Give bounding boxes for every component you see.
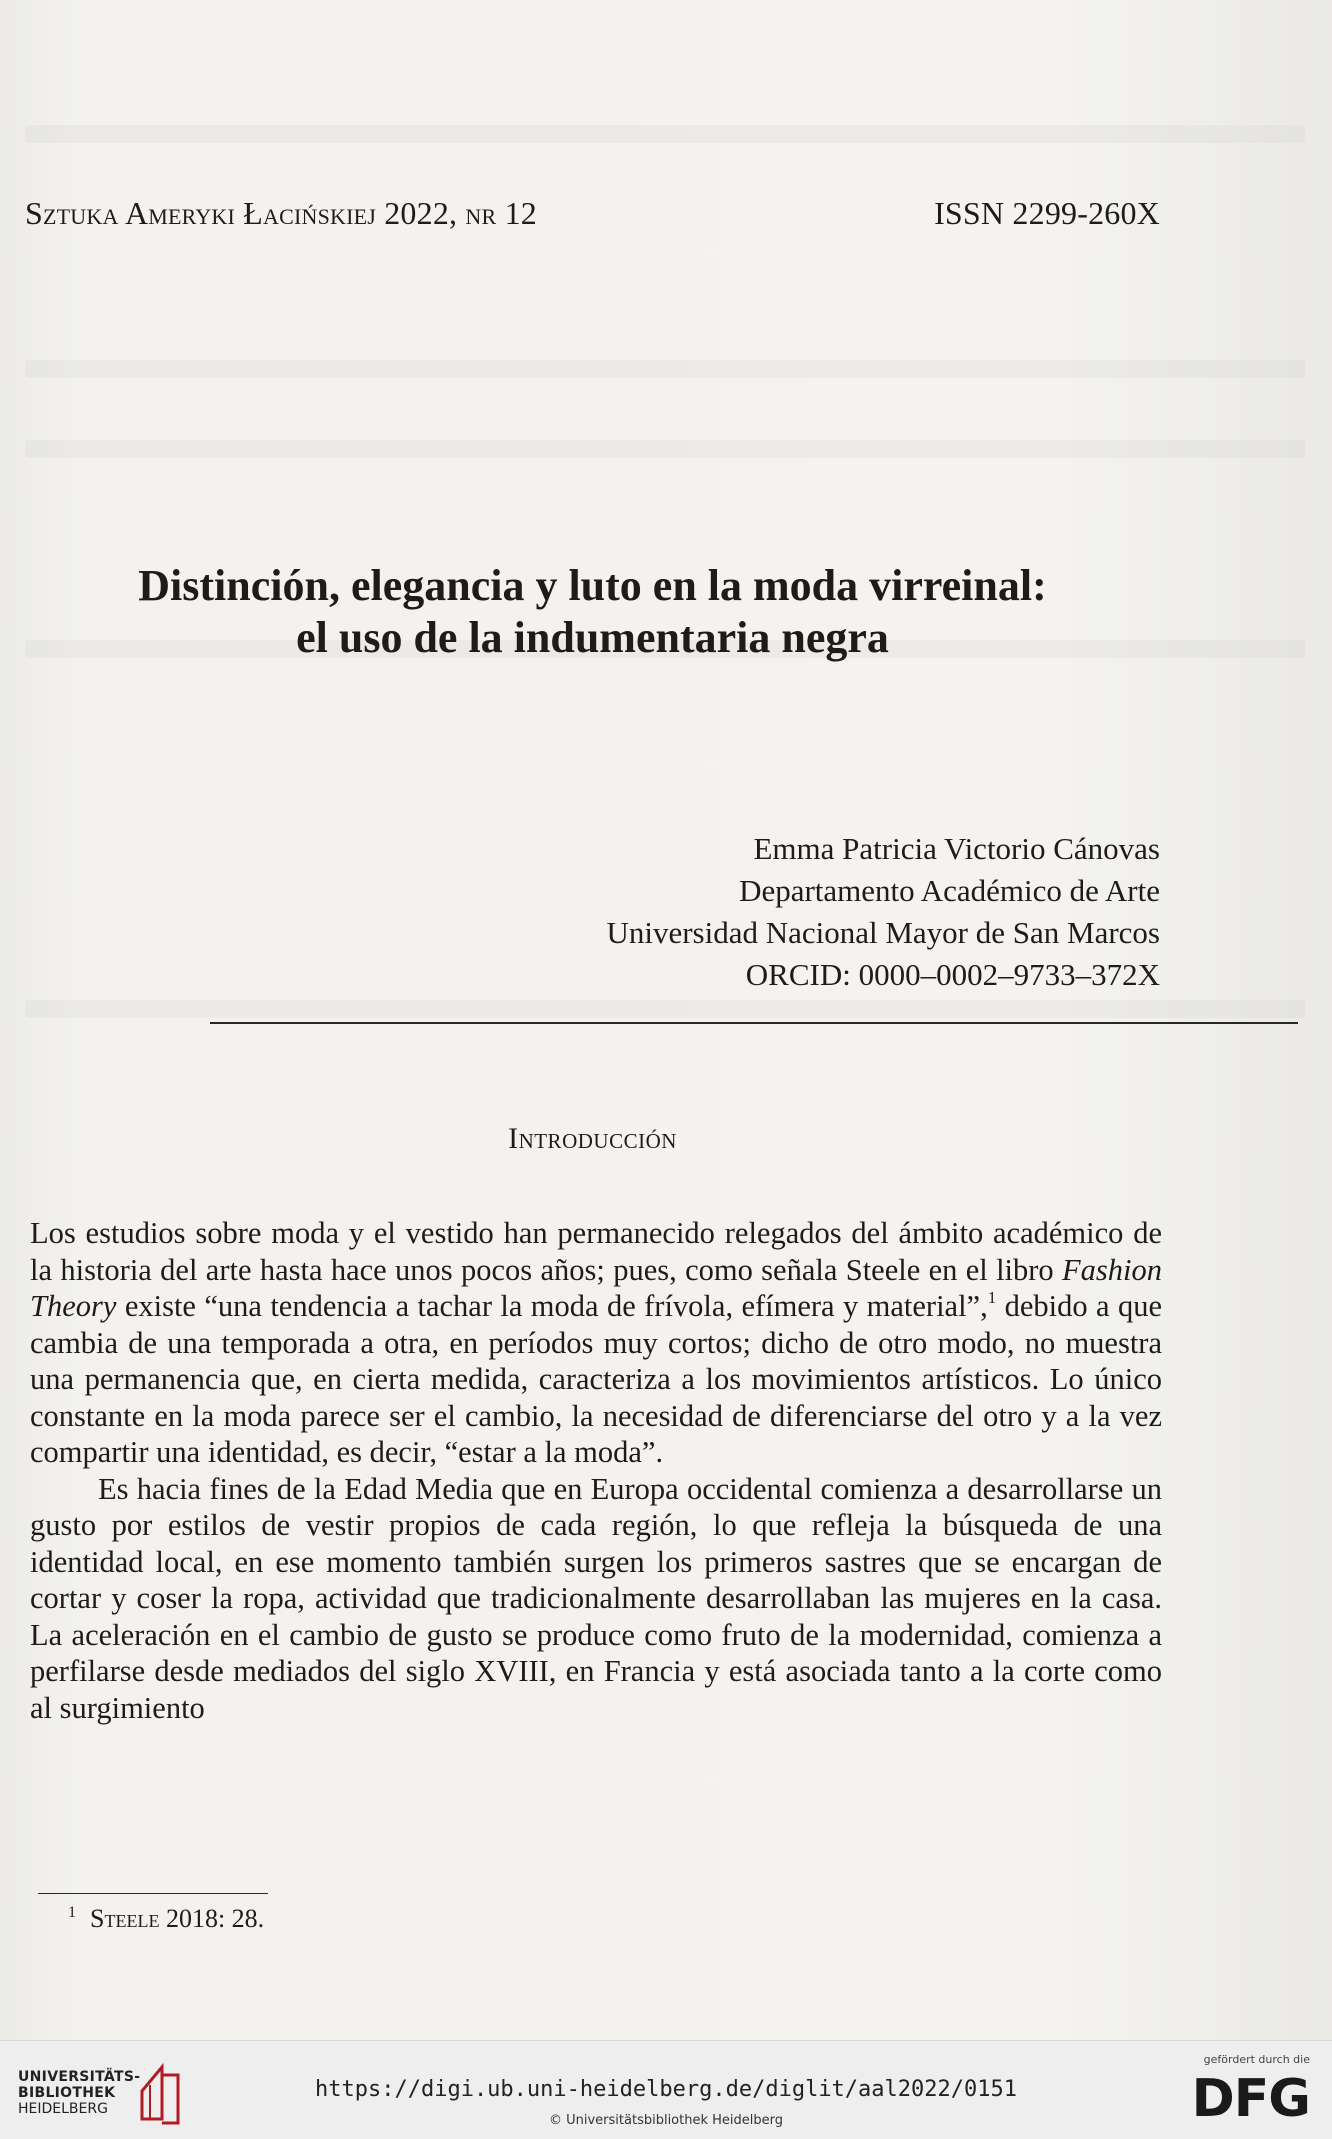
library-logo[interactable]: UNIVERSITÄTS- BIBLIOTHEK HEIDELBERG xyxy=(18,2069,141,2117)
title-line-2: el uso de la indumentaria negra xyxy=(296,613,889,662)
issn: ISSN 2299-260X xyxy=(934,195,1160,231)
article-title xyxy=(25,560,1160,664)
footnote-ref[interactable]: 1 xyxy=(987,1287,997,1307)
journal-citation: Sztuka Ameryki Łacińskiej 2022, nr 12 xyxy=(25,195,537,231)
permalink-url[interactable]: https://digi.ub.uni-heidelberg.de/diglit/aal2022/0151 xyxy=(315,2077,1017,2102)
footnote-ref-text: 2018: 28. xyxy=(159,1904,265,1933)
funding-note: gefördert durch die xyxy=(1203,2053,1310,2066)
author-university: Universidad Nacional Mayor de San Marcos xyxy=(606,915,1160,950)
author-orcid: ORCID: 0000–0002–9733–372X xyxy=(745,957,1160,992)
bleed-through-line xyxy=(25,360,1305,378)
dfg-logo[interactable]: DFG xyxy=(1191,2069,1310,2129)
title-line-1: Distinción, elegancia y luto en la moda virreinal: xyxy=(138,561,1047,610)
footnote-number: 1 xyxy=(68,1904,76,1921)
footnote-rule xyxy=(38,1893,268,1894)
copyright-notice: © Universitätsbibliothek Heidelberg xyxy=(548,2113,783,2128)
bleed-through-line xyxy=(25,440,1305,458)
bleed-through-line xyxy=(25,1000,1305,1018)
section-heading: Introducción xyxy=(508,1122,677,1155)
paragraph-1: Los estudios sobre moda y el vestido han permanecido relegados del ámbito académico de la historia del arte hasta hace unos pocos años; pues, como señala Steele en el libro Fashion Theory existe “una tendencia a tachar la moda de frívola, efímera y material”,$^1$ debido a que cambia de una temporada a otra, en períodos muy cortos; dicho de otro modo, no muestra una permanencia que, en cierta medida, caracteriza a los movimientos artísticos. Lo único constante en la moda parece ser el cambio, la necesidad de diferenciarse del otro y a la vez compartir una identidad, es decir, “estar a la moda”. xyxy=(30,1216,1162,1469)
paragraph-2: Es hacia fines de la Edad Media que en Europa occidental comienza a desarrollarse un gusto por estilos de vestir propios de cada región, lo que refleja la búsqueda de una identidad local, en ese momento también surgen los primeros sastres que se encargan de cortar y coser la ropa, actividad que tradicionalmente desarrollaban las mujeres en la casa. La aceleración en el cambio de gusto se produce como fruto de la modernidad, comienza a perfilarse desde mediados del siglo XVIII, en Francia y está asociada tanto a la corte como al surgimiento xyxy=(30,1471,1162,1725)
book-title: Fashion Theory xyxy=(30,1252,1162,1323)
bleed-through-line xyxy=(25,125,1305,143)
body-text xyxy=(30,1215,1162,1726)
author-name: Emma Patricia Victorio Cánovas xyxy=(753,831,1160,866)
author-block xyxy=(400,828,1160,996)
footnote xyxy=(68,1902,264,1940)
running-header xyxy=(25,195,1160,232)
footnote-author: Steele xyxy=(90,1904,160,1933)
library-footer xyxy=(0,2040,1332,2139)
divider-rule xyxy=(210,1022,1298,1024)
author-department: Departamento Académico de Arte xyxy=(739,873,1160,908)
